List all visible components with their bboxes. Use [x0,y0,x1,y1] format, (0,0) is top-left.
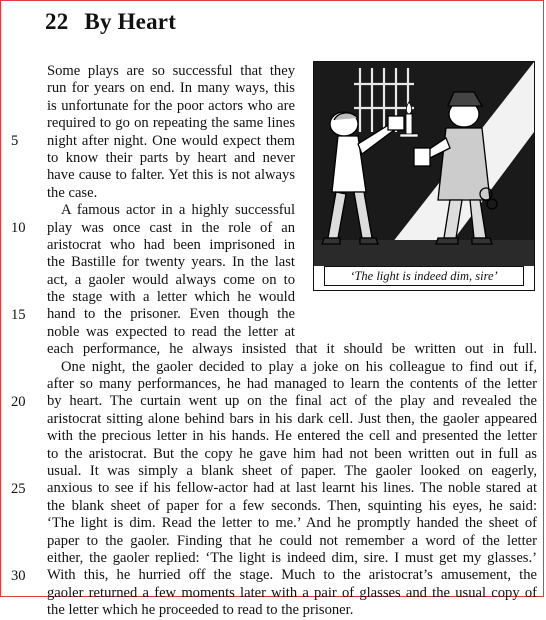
text-line: to know their parts by heart and never [47,149,295,166]
text-line: to the aristocrat. But the copy he gave him had not been written out in full as [47,445,537,462]
chapter-heading [45,9,176,35]
text-line: the stage with a letter which he would [47,289,295,306]
text-line: the blank sheet of paper for a few seconds. Then, squinting his eyes, he said: [47,497,537,514]
line-number: 30 [11,567,26,584]
text-line: the case. [47,184,98,201]
chapter-title: By Heart [84,9,177,34]
line-number: 15 [11,306,26,323]
line-number: 5 [11,132,19,149]
text-line: act, a gaoler would always come on to [47,271,295,288]
text-line: either, the gaoler replied: ‘The light is indeed dim, sire. I must get my glasses.’ [47,549,537,566]
text-line: the Bastille for twenty years. In the last [47,254,295,271]
text-line: play was once cast in the role of an [47,219,295,236]
text-line: have cause to falter. Yet this is not always [47,167,295,184]
text-line: the letter which he proceeded to read to the prisoner. [47,602,354,619]
text-line: run for years on end. In many ways, this [47,80,295,97]
body-text [47,63,537,620]
text-line: by heart. The curtain went up on the final act of the play and revealed the [47,393,537,410]
illustration-caption: ‘The light is indeed dim, sire’ [324,266,524,286]
line-number: 20 [11,393,26,410]
text-line: required to go on repeating the same lines [47,115,295,132]
chapter-number: 22 [45,9,69,34]
text-line: anxious to see if his fellow-actor had at last learnt his lines. The noble stared at [47,480,537,497]
text-line: One night, the gaoler decided to play a joke on his colleague to find out if, [61,358,537,375]
text-line: aristocrat sitting alone behind bars in his dark cell. Just then, the gaoler appeared [47,410,537,427]
text-line: ‘The light is dim. Read the letter to me.’ And he promptly handed the sheet of [47,515,537,532]
text-line: usual. It was simply a blank sheet of paper. The gaoler looked on eagerly, [47,462,537,479]
text-line: after so many performances, he had managed to learn the contents of the letter [47,376,537,393]
text-line: with the precious letter in his hands. He entered the cell and presented the letter [47,428,537,445]
text-line: aristocrat who had been imprisoned in [47,236,295,253]
line-number: 25 [11,480,26,497]
text-line: A famous actor in a highly successful [61,202,295,219]
text-line: is unfortunate for the poor actors who are [47,97,295,114]
text-line: night after night. One would expect them [47,132,295,149]
text-line: each performance, he always insisted that it should be written out in full. [47,341,537,358]
line-number: 10 [11,219,26,236]
text-line: hand to the prisoner. Even though the [47,306,295,323]
text-line: noble was expected to read the letter at [47,323,295,340]
text-line: paper to the gaoler. Finding that he could not remember a word of the letter [47,532,537,549]
text-line: gaoler returned a few moments later with a pair of glasses and the usual copy of [47,584,537,601]
text-line: Some plays are so successful that they [47,63,295,79]
text-line: With this, he hurried off the stage. Much to the aristocrat’s amusement, the [47,567,537,584]
